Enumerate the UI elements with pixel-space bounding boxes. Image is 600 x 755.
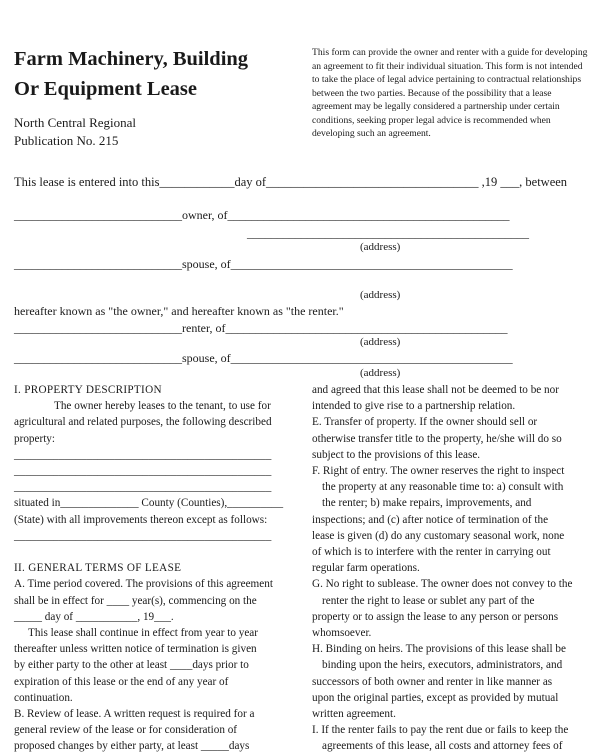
body-line: the renter; b) make repairs, improvements, and (322, 497, 532, 510)
body-line: the property at any reasonable time to: a) consult with (322, 481, 564, 494)
body-line: successors of both owner and renter in like manner as (312, 675, 553, 688)
body-line: E. Transfer of property. If the owner should sell or (312, 416, 538, 429)
address-label: (address) (360, 367, 401, 379)
body-line: upon the original parties, except as provided by mutual (312, 691, 559, 704)
right-column (312, 382, 596, 755)
body-line: property or to assign the lease to any person or persons (312, 610, 559, 623)
intro-line: to take the place of legal advice pertaining to contractual relationships (312, 74, 582, 85)
body-line[interactable]: _____ day of ___________, 19___. (14, 610, 174, 623)
body-line: G. No right to sublease. The owner does not convey to the (312, 578, 573, 591)
intro-line: between the two parties. Because of the possibility that a lease (312, 87, 552, 99)
body-line: inspections; and (c) after notice of termination of the (312, 513, 549, 526)
title-line-2: Or Equipment Lease (14, 78, 197, 100)
body-line[interactable]: ______________________________________________ (14, 481, 272, 494)
renter-line[interactable]: ____________________________renter, of_______________________________________________ (14, 321, 508, 335)
owner-line[interactable]: ____________________________owner, of_______________________________________________ (14, 208, 510, 222)
owner-address-line[interactable]: _______________________________________________ (247, 226, 529, 240)
body-line: binding upon the heirs, executors, administrators, and (322, 659, 563, 672)
address-label: (address) (360, 289, 401, 301)
body-line: intended to give rise to a partnership relation. (312, 400, 516, 413)
page-title (14, 44, 304, 104)
body-line: I. If the renter fails to pay the rent due or fails to keep the (312, 724, 569, 737)
body-line: lease is given (d) do any customary seasonal work, none (312, 529, 565, 542)
address-label: (address) (360, 336, 401, 348)
owner-spouse-line[interactable]: ____________________________spouse, of_______________________________________________ (14, 257, 513, 271)
body-line: and agreed that this lease shall not be deemed to be nor (312, 384, 559, 396)
body-line: written agreement. (312, 708, 396, 721)
publication-number: Publication No. 215 (14, 133, 119, 148)
body-line: continuation. (14, 691, 73, 704)
hereafter-statement: hereafter known as "the owner," and hereafter known as "the renter." (14, 304, 344, 318)
body-line: F. Right of entry. The owner reserves the right to inspect (312, 465, 565, 478)
body-line: agreements of this lease, all costs and attorney fees of (322, 740, 563, 753)
body-line: whomsoever. (312, 627, 372, 640)
intro-line: This form can provide the owner and renter with a guide for developing (312, 47, 588, 58)
intro-line: agreement may be legally considered a partnership under certain (312, 101, 560, 112)
body-line (14, 544, 299, 560)
body-line[interactable]: ______________________________________________ (14, 448, 272, 461)
address-label: (address) (360, 241, 401, 253)
title-line-1: Farm Machinery, Building (14, 48, 249, 70)
body-line[interactable]: shall be in effect for ____ year(s), commencing on the (14, 594, 257, 607)
body-line: subject to the provisions of this lease. (312, 448, 481, 461)
body-line[interactable]: ______________________________________________ (14, 529, 272, 542)
body-line: (State) with all improvements thereon except as follows: (14, 513, 268, 526)
publisher-block (14, 114, 214, 150)
body-line: This lease shall continue in effect from year to year (28, 627, 258, 640)
intro-line: an agreement to fit their individual situation. This form is not intended (312, 60, 583, 72)
body-line: otherwise transfer title to the property, he/she will do so (312, 432, 562, 445)
body-line: H. Binding on heirs. The provisions of this lease shall be (312, 643, 566, 656)
body-line: general review of the lease or for consideration of (14, 724, 238, 737)
body-line: of which is to interfere with the renter in carrying out (312, 546, 551, 559)
renter-spouse-line[interactable]: ____________________________spouse, of_______________________________________________ (14, 351, 513, 365)
body-line: agricultural and related purposes, the following described (14, 416, 272, 429)
body-line: B. Review of lease. A written request is required for a (14, 708, 255, 721)
section-heading: I. PROPERTY DESCRIPTION (14, 384, 162, 396)
intro-line: developing such an agreement. (312, 128, 431, 139)
body-line: thereafter unless written notice of termination is given (14, 643, 257, 656)
body-line: renter the right to lease or sublet any part of the (322, 594, 535, 607)
body-line[interactable]: situated in______________ County (Counties),__________ (14, 497, 284, 510)
org-name: North Central Regional (14, 115, 137, 130)
intro-note (312, 46, 594, 141)
left-column (14, 382, 299, 755)
body-line: property: (14, 432, 56, 445)
intro-line: conditions, seeking proper legal advice is recommended when (312, 114, 551, 126)
body-line: expiration of this lease or the end of any year of (14, 675, 229, 688)
body-line: The owner hereby leases to the tenant, to use for (54, 400, 271, 413)
body-line: regular farm operations. (312, 562, 420, 575)
body-line[interactable]: proposed changes by either party, at least _____days (14, 740, 250, 753)
lease-entered-line[interactable]: This lease is entered into this____________day of__________________________________ ,19 ___, between (14, 175, 568, 189)
body-line: A. Time period covered. The provisions of this agreement (14, 578, 273, 591)
body-line[interactable]: ______________________________________________ (14, 465, 272, 478)
section-heading: II. GENERAL TERMS OF LEASE (14, 562, 182, 575)
body-line[interactable]: by either party to the other at least ____days prior to (14, 659, 249, 672)
